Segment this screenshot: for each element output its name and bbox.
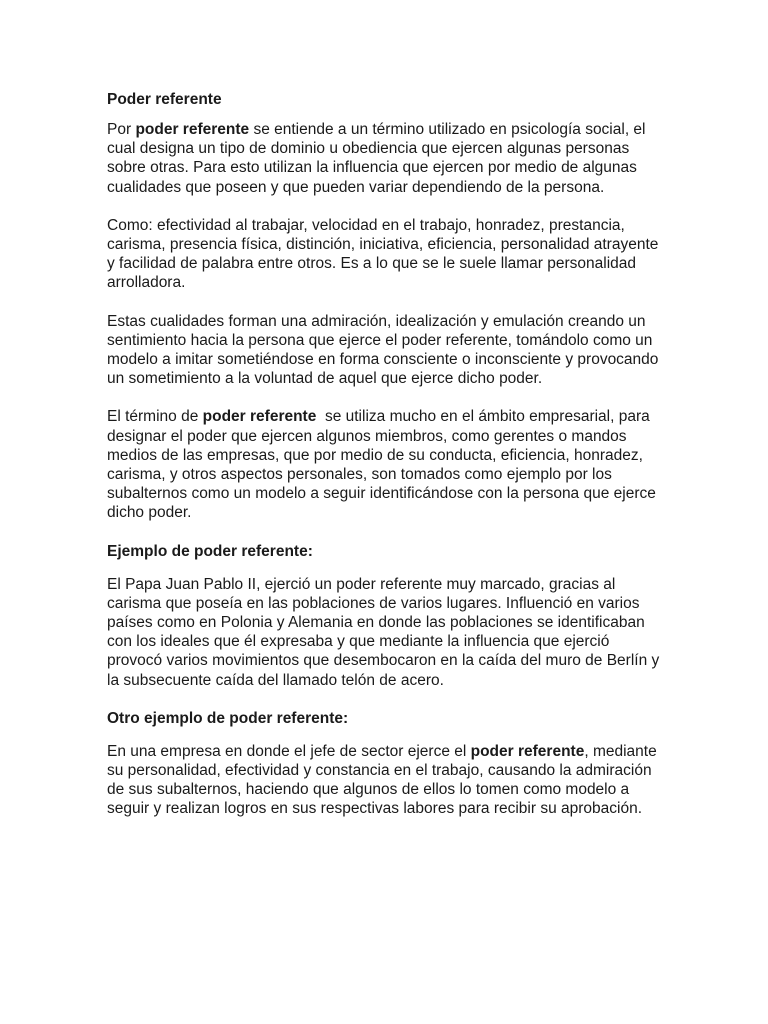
other-example-heading: Otro ejemplo de poder referente: xyxy=(107,709,349,727)
paragraph-company-lead: En una empresa en donde el jefe de sector ejerce el xyxy=(107,742,471,760)
paragraph-company-rest: , mediante su personalidad, efectividad y constancia en el trabajo, causando la admiración de sus subalternos, haciendo que algunos de ellos lo tomen como modelo a seguir y realizan logros en sus respectivas labores para recibir su aprobación. xyxy=(107,742,657,818)
paragraph-definition-term: poder referente xyxy=(135,121,250,138)
paragraph-definition-rest: se entiende a un término utilizado en psicología social, el cual designa un tipo de dominio u obediencia que ejercen algunas personas sobre otras. Para esto utilizan la influencia que ejercen por medio de algunas cualidades que poseen y que pueden variar dependiendo de la persona. xyxy=(107,121,646,196)
document-page xyxy=(107,90,667,838)
paragraph-definition xyxy=(107,120,667,197)
example-heading: Ejemplo de poder referente: xyxy=(107,542,313,560)
paragraph-business-rest: se utiliza mucho en el ámbito empresarial, para designar el poder que ejercen algunos miembros, como gerentes o mandos medios de las empresas, que por medio de su conducta, eficiencia, honradez, carisma, y otros aspectos personales, son tomados como ejemplo por los subalternos como un modelo a seguir identificándose con la persona que ejerce dicho poder. xyxy=(107,408,661,522)
paragraph-example-pope: El Papa Juan Pablo II, ejerció un poder referente muy marcado, gracias al carisma que poseía en las poblaciones de varios lugares. Influenció en varios países como en Polonia y Alemania en donde las poblaciones se identificaban con los ideales que él expresaba y que mediante la influencia que ejerció provocó varios movimientos que desembocaron en la caída del muro de Berlín y la subsecuente caída del llamado telón de acero. xyxy=(107,575,660,689)
paragraph-definition-lead: Por xyxy=(107,121,136,138)
paragraph-admiration: Estas cualidades forman una admiración, idealización y emulación creando un sentimiento hacia la persona que ejerce el poder referente, tomándolo como un modelo a imitar sometiéndose en forma consciente o inconsciente y provocando un sometimiento a la voluntad de aquel que ejerce dicho poder. xyxy=(107,312,659,388)
paragraph-business-lead: El término de xyxy=(107,408,203,426)
paragraph-qualities: Como: efectividad al trabajar, velocidad en el trabajo, honradez, prestancia, carisma, presencia física, distinción, iniciativa, eficiencia, personalidad atrayente y facilidad de palabra entre otros. Es a lo que se le suele llamar personalidad arrolladora. xyxy=(107,216,659,292)
document-title: Poder referente xyxy=(107,91,222,108)
paragraph-business-term: poder referente xyxy=(202,408,317,426)
paragraph-business xyxy=(107,407,667,522)
paragraph-example-company xyxy=(107,742,667,819)
paragraph-company-term: poder referente xyxy=(470,742,585,760)
